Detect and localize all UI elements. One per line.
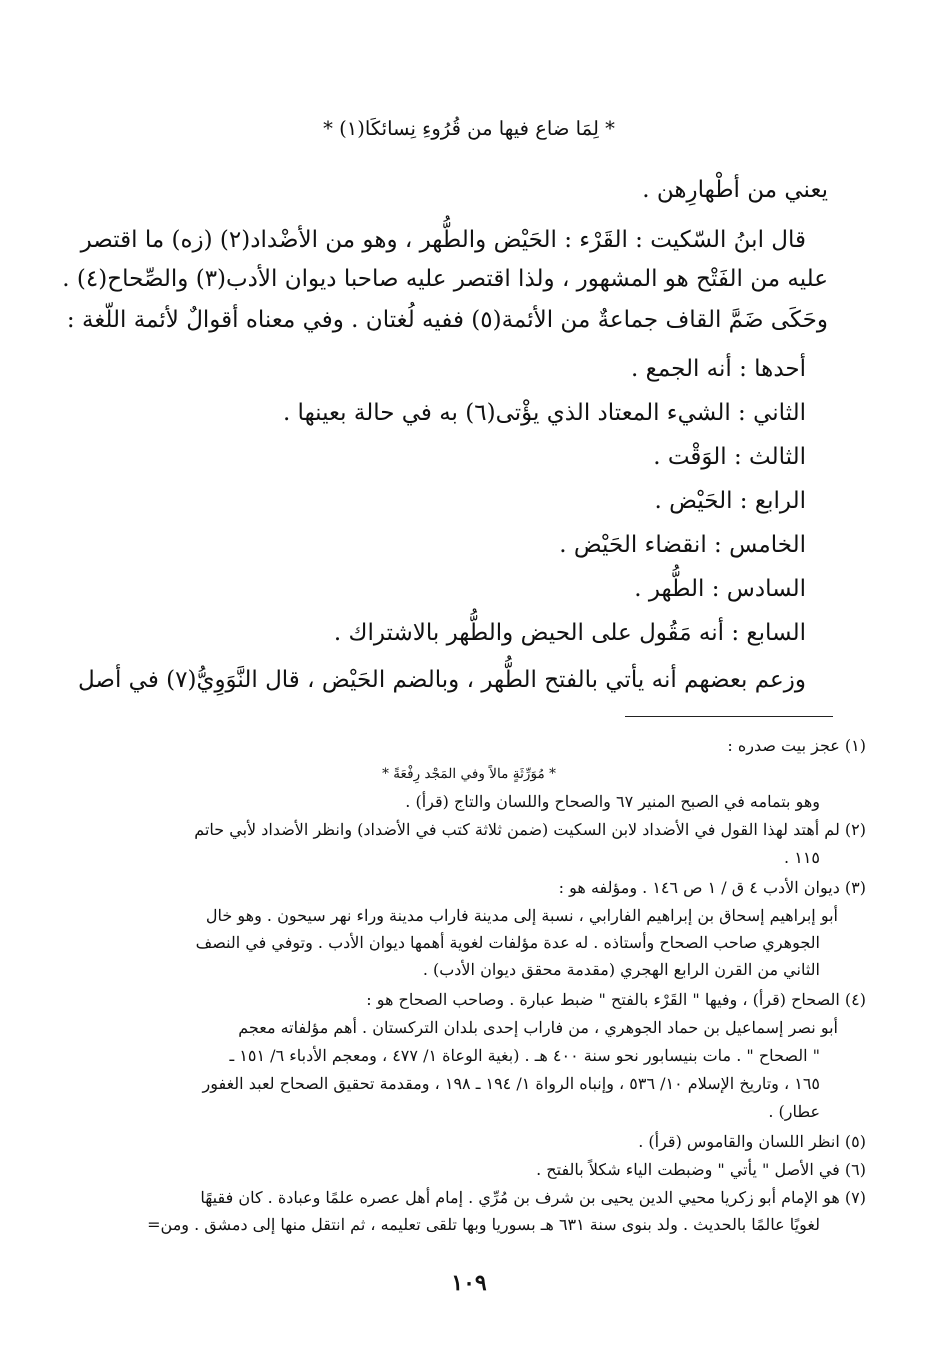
footnote-line: الجوهري صاحب الصحاح وأستاذه . له عدة مؤلفات لغوية أهمها ديوان الأدب . وتوفي في النصف (195, 933, 820, 952)
footnote-line: (٥) انظر اللسان والقاموس (قرأ) . (638, 1132, 866, 1151)
footnote-line: (٣) ديوان الأدب ٤ ق / ١ ص ١٤٦ . ومؤلفه هو : (558, 878, 866, 897)
main-text-line: أحدها : أنه الجمع . (630, 356, 806, 382)
main-text-line: الثالث : الوَقْت . (653, 444, 806, 470)
main-text-line: يعني من أطْهارِهن . (642, 177, 828, 203)
footnote-line: (٦) في الأصل " يأتي " وضبطت الياء شكلاً بالفتح . (536, 1160, 866, 1179)
main-text-line: قال ابنُ السّكيت : القَرْء : الحَيْض والطُّهر ، وهو من الأضْداد(٢) (زه) ما اقتصر (80, 227, 806, 253)
footnote-line: (٤) الصحاح (قرأ) ، وفيها " القَرْء بالفتح " ضبط عبارة . وصاحب الصحاح هو : (366, 990, 866, 1009)
main-text-line: وحَكَى ضَمَّ القاف جماعةٌ من الأئمة(٥) ففيه لُغتان . وفي معناه أقوالٌ لأئمة اللّغة : (66, 307, 828, 333)
main-text-line: وزعم بعضهم أنه يأتي بالفتح الطُّهر ، وبالضم الحَيْض ، قال النَّوَوِيُّ(٧) في أصل (78, 667, 806, 693)
main-text-line: الثاني : الشيء المعتاد الذي يؤْتى(٦) به في حالة بعينها . (282, 400, 806, 426)
footnote-line: وهو بتمامه في الصبح المنير ٦٧ والصحاح واللسان والتاج (قرأ) . (405, 792, 820, 811)
main-text-line: الخامس : انقضاء الحَيْض . (559, 532, 806, 558)
main-text-line: عليه من الفَتْح هو المشهور ، ولذا اقتصر عليه صاحبا ديوان الأدب(٣) والصِّحاح(٤) . (62, 266, 828, 292)
footnote-line: ١٦٥ ، وتاريخ الإسلام ١٠/ ٥٣٦ ، وإنباه الرواة ١/ ١٩٤ ـ ١٩٨ ، ومقدمة تحقيق الصحاح لعبد الغفور (202, 1074, 820, 1093)
main-text-line: الرابع : الحَيْض . (654, 488, 806, 514)
footnote-line: (١) عجز بيت صدره : (727, 736, 866, 755)
footnote-line: أبو نصر إسماعيل بن حماد الجوهري ، من فاراب إحدى بلدان التركستان . أهم مؤلفاته معجم (238, 1018, 838, 1037)
verse-line: * لِمَا ضاع فيها من قُرُوءِ نِسائكَا(١) * (323, 117, 615, 140)
footnote-line: (٢) لم أهتد لهذا القول في الأضداد لابن السكيت (ضمن ثلاثة كتب في الأضداد) وانظر الأضداد لأبي حاتم (194, 820, 866, 839)
main-text-line: السادس : الطُّهر . (634, 576, 806, 602)
main-text-line: السابع : أنه مَقُول على الحيض والطُّهر بالاشتراك . (333, 620, 806, 646)
footnote-line: " الصحاح " . مات بنيسابور نحو سنة ٤٠٠ هـ . (بغية الوعاة ١/ ٤٧٧ ، ومعجم الأدباء ٦/ ١٥١ ـ (229, 1046, 820, 1065)
footnote-line: أبو إبراهيم إسحاق بن إبراهيم الفارابي ، نسبة إلى مدينة فاراب مدينة وراء نهر سيحون . وهو خال (205, 906, 838, 925)
footnote-verse: * مُوَرِّثَةٍ مالاً وفي المَجْد رِفْعَةً * (382, 766, 556, 782)
footnote-divider (625, 716, 833, 717)
page-number: ١٠٩ (451, 1270, 487, 1296)
footnote-line: ١١٥ . (784, 848, 820, 867)
footnote-line: عطار) . (768, 1102, 820, 1121)
footnote-line: (٧) هو الإمام أبو زكريا محيي الدين يحيى بن شرف بن مُرِّي . إمام أهل عصره علمًا وعبادة . كان فقيهًا (200, 1188, 866, 1207)
footnote-line: لغويًا عالمًا بالحديث . ولد بنوى سنة ٦٣١ هـ بسوريا وبها تلقى تعليمه ، ثم انتقل منها إلى دمشق . ومن= (147, 1215, 820, 1234)
footnote-line: الثاني من القرن الرابع الهجري (مقدمة محقق ديوان الأدب) . (422, 960, 820, 979)
